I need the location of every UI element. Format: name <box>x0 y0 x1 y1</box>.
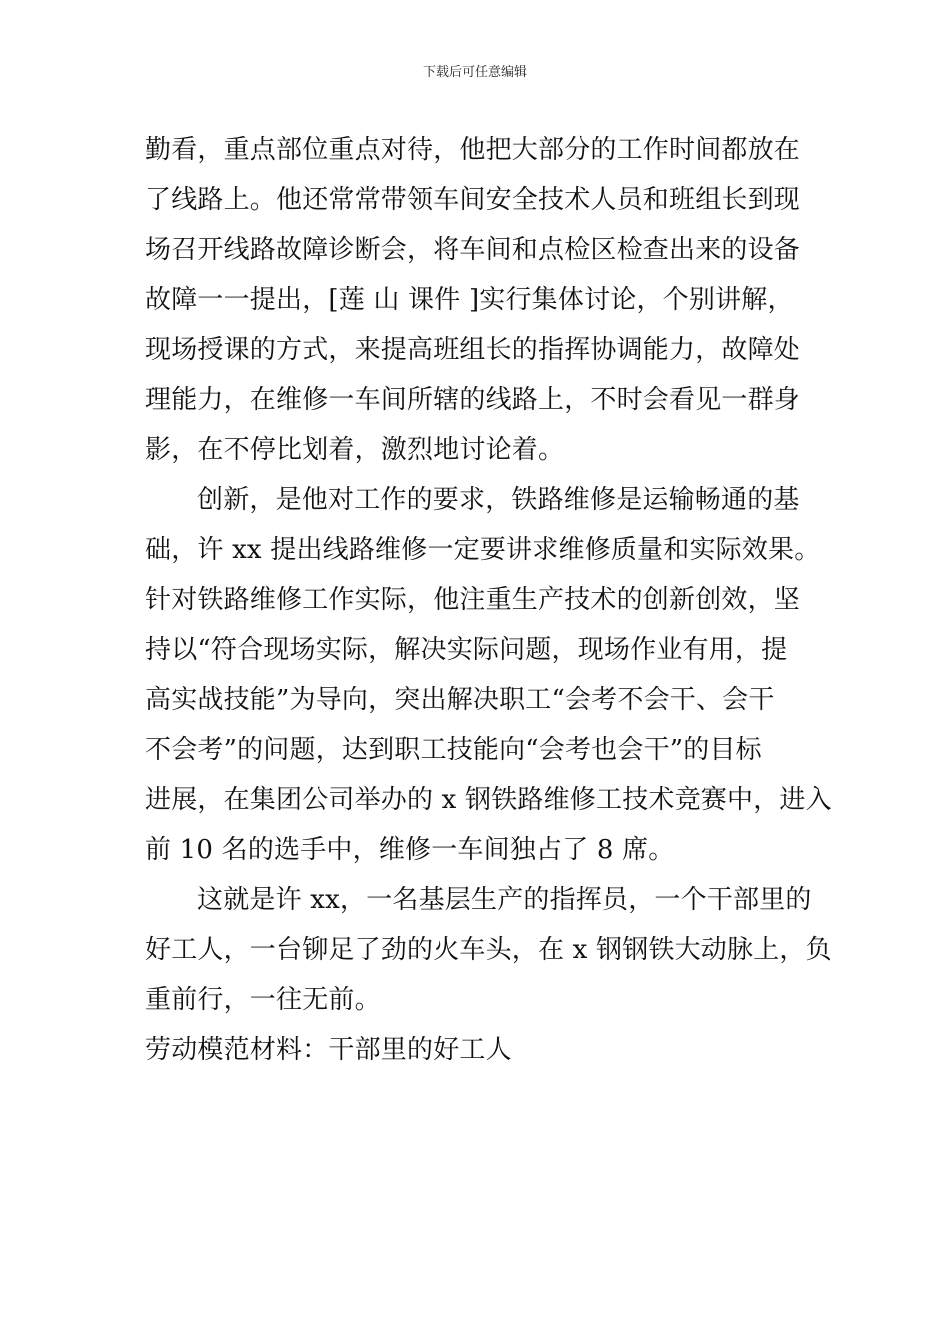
text-line: 持以“符合现场实际，解决实际问题，现场作业有用，提 <box>145 635 788 665</box>
text-line: 现场授课的方式，来提高班组长的指挥协调能力，故障处 <box>145 335 801 365</box>
text-line: 好工人，一台铆足了劲的火车头，在 x 钢钢铁大动脉上，负 <box>145 935 832 965</box>
text-line: 础，许 xx 提出线路维修一定要讲求维修质量和实际效果。 <box>145 535 821 565</box>
text-line: 场召开线路故障诊断会，将车间和点检区检查出来的设备 <box>145 235 801 265</box>
paragraph-1 <box>145 125 810 475</box>
text-line: 前 10 名的选手中，维修一车间独占了 8 席。 <box>145 835 675 865</box>
text-line: 不会考”的问题，达到职工技能向“会考也会干”的目标 <box>145 735 762 765</box>
text-line: 勤看，重点部位重点对待，他把大部分的工作时间都放在 <box>145 135 801 165</box>
text-line: 创新，是他对工作的要求，铁路维修是运输畅通的基 <box>197 485 800 515</box>
text-line: 影，在不停比划着，激烈地讨论着。 <box>145 435 565 465</box>
text-line: 故障一一提出，[莲 山 课件 ]实行集体讨论，个别讲解， <box>145 285 794 315</box>
paragraph-2 <box>145 475 832 875</box>
text-line: 高实战技能”为导向，突出解决职工“会考不会干、会干 <box>145 685 775 715</box>
paragraph-3 <box>145 875 832 1025</box>
text-line: 进展，在集团公司举办的 x 钢铁路维修工技术竞赛中，进入 <box>145 785 832 815</box>
page-header: 下载后可任意编辑 <box>422 65 527 80</box>
document-title-line <box>145 1025 810 1075</box>
text-line: 针对铁路维修工作实际，他注重生产技术的创新创效，坚 <box>145 585 801 615</box>
text-line: 这就是许 xx，一名基层生产的指挥员，一个干部里的 <box>197 885 812 915</box>
text-line: 了线路上。他还常常带领车间安全技术人员和班组长到现 <box>145 185 801 215</box>
text-line: 劳动模范材料：干部里的好工人 <box>145 1035 512 1065</box>
text-line: 理能力，在维修一车间所辖的线路上，不时会看见一群身 <box>145 385 801 415</box>
document-body <box>145 125 832 1075</box>
text-line: 重前行，一往无前。 <box>145 985 381 1015</box>
